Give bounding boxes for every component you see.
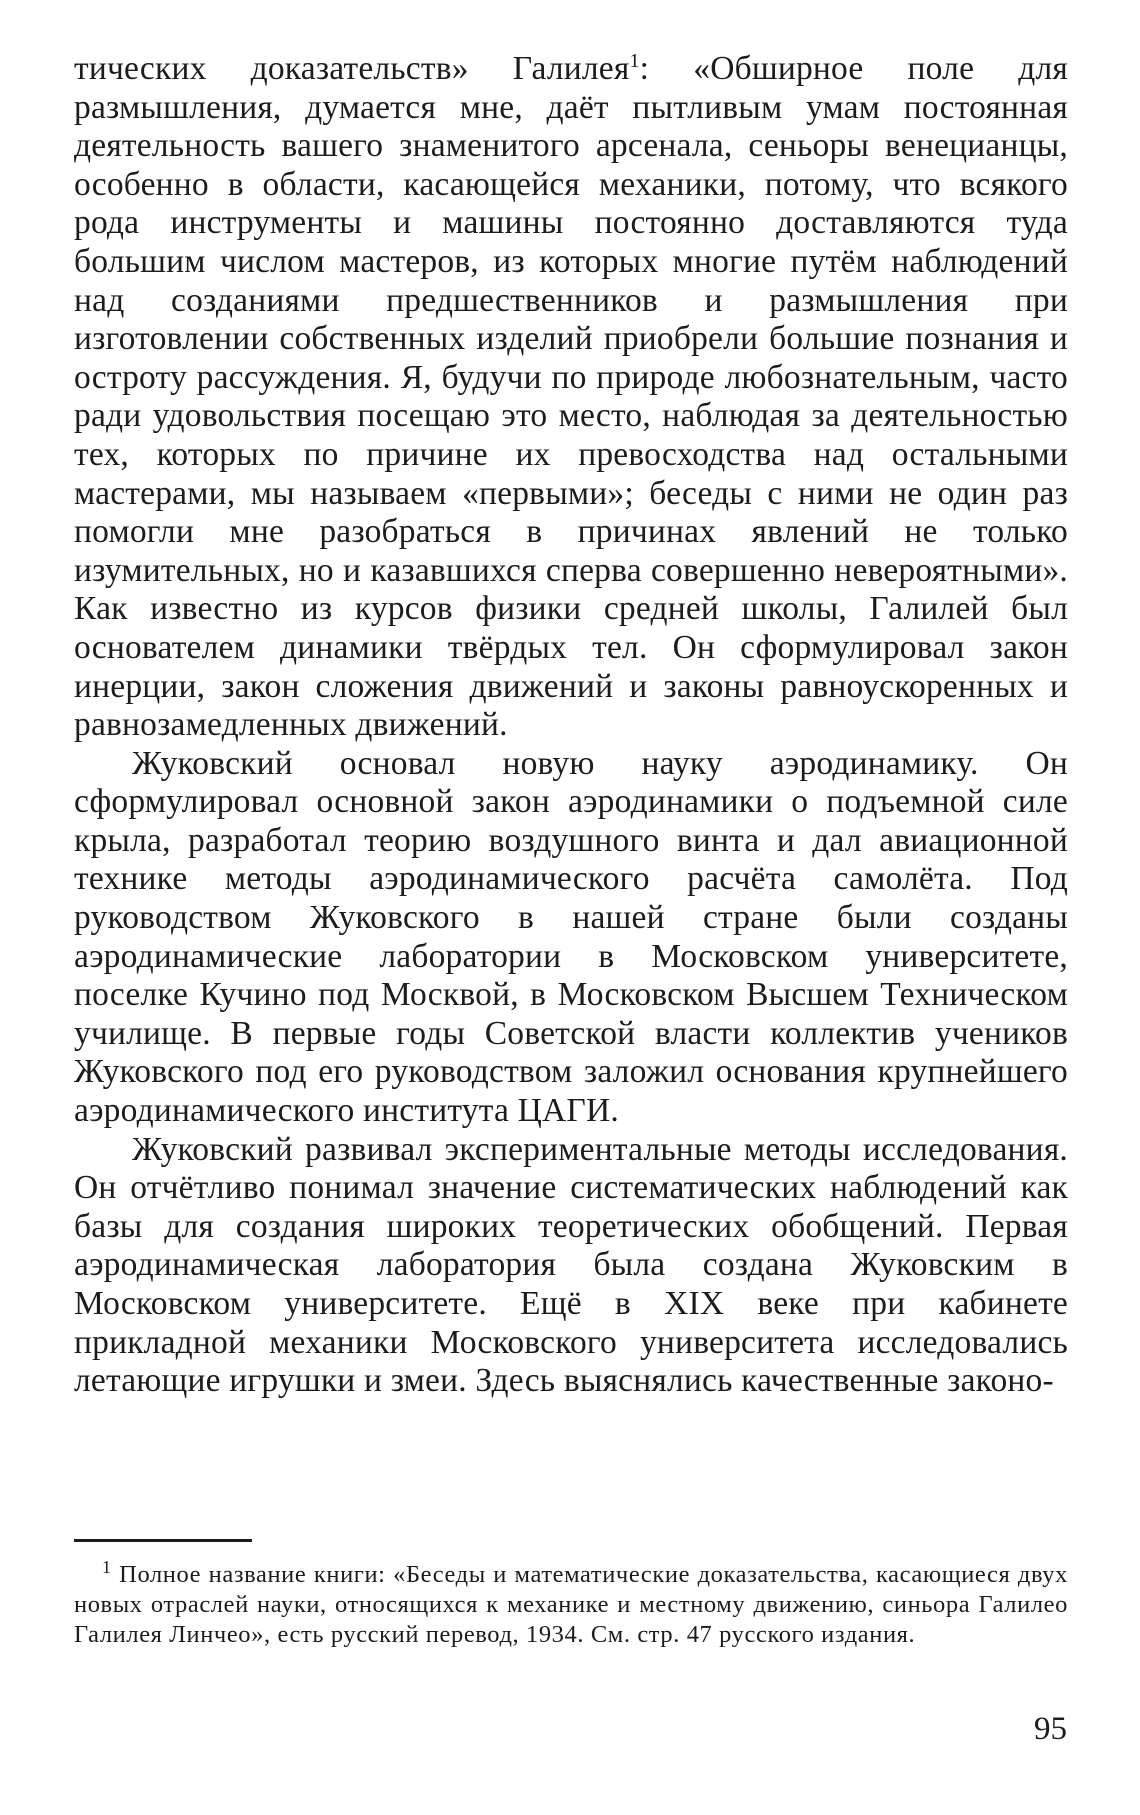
paragraph-zhukovsky-aerodynamics: Жуковский основал новую науку аэродинамику. Он сформулировал основной закон аэродинамики о подъемной силе крыла, разработал теорию воздушного винта и дал авиационной технике методы аэродинамического расчёта самолёта. Под руководством Жуковского в нашей стране были созданы аэродинамические лаборатории в Московском университете, поселке Кучино под Москвой, в Московском Высшем Техническом училище. В первые годы Советской власти коллектив учеников Жуковского под его руководством заложил основания крупнейшего аэродинамического института ЦАГИ.	[74, 744, 1068, 1130]
page-body	[74, 50, 1068, 1401]
page-number: 95	[1034, 1711, 1067, 1747]
paragraph-1-start: тических доказательств» Галилея	[74, 50, 630, 87]
footnote-reference: 1	[629, 49, 640, 72]
paragraph-galileo-quote	[74, 50, 1068, 745]
footnote-text: Полное название книги: «Беседы и математические доказательства, касающиеся двух новых отраслей науки, относящихся к механике и местному движению, синьора Галилео Галилея Линчео», есть русский перевод, 1934. См. стр. 47 русского издания.	[74, 1561, 1068, 1648]
footnote-divider	[74, 1539, 252, 1542]
footnote-mark: 1	[102, 1556, 112, 1577]
footnote	[74, 1556, 1068, 1650]
paragraph-1-rest: : «Обширное поле для размышления, думается мне, даёт пытливым умам постоянная деятельность вашего знаменитого арсенала, сеньоры венецианцы, особенно в области, касающейся механики, потому, что всякого рода инструменты и машины постоянно доставляются туда большим числом мастеров, из которых многие путём наблюдений над созданиями предшественников и размышления при изготовлении собственных изделий приобрели большие познания и остроту рассуждения. Я, будучи по природе любознательным, часто ради удовольствия посещаю это место, наблюдая за деятельностью тех, которых по причине их превосходства над остальными мастерами, мы называем «первыми»; беседы с ними не один раз помогли мне разобраться в причинах явлений не только изумительных, но и казавшихся сперва совершенно невероятными». Как известно из курсов физики средней школы, Галилей был основателем динамики твёрдых тел. Он сформулировал закон инерции, закон сложения движений и законы равноускоренных и равнозамедленных движений.	[74, 50, 1068, 744]
paragraph-zhukovsky-experiments: Жуковский развивал экспериментальные методы исследования. Он отчётливо понимал значение систематических наблюдений как базы для создания широких теоретических обобщений. Первая аэродинамическая лаборатория была создана Жуковским в Московском университете. Ещё в XIX веке при кабинете прикладной механики Московского университета исследовались летающие игрушки и змеи. Здесь выяснялись качественные законо-	[74, 1130, 1068, 1400]
